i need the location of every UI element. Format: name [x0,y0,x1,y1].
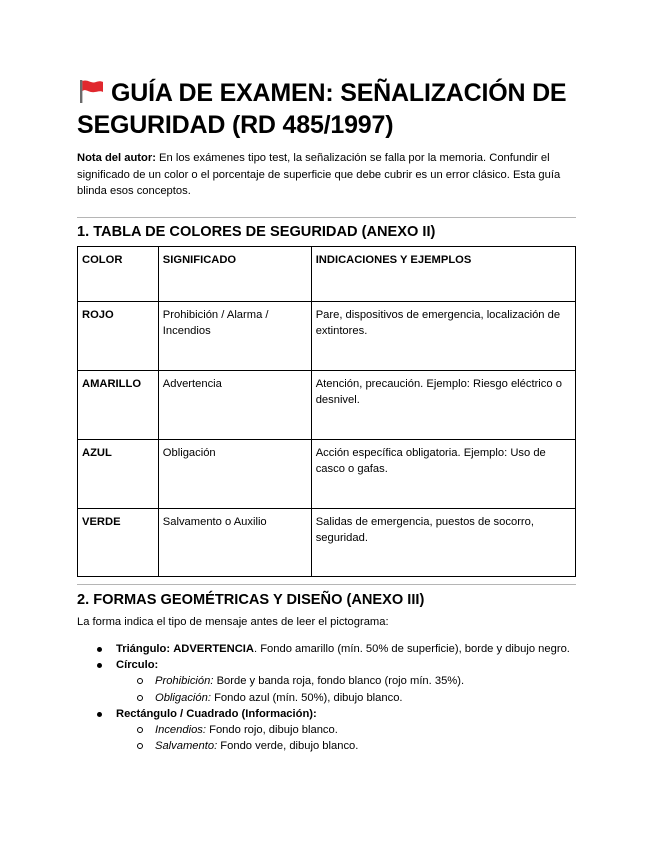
note-text: En los exámenes tipo test, la señalización se falla por la memoria. Confundir el significado de un color o el porcentaje de superficie que debe cubrir es un error clásico. Esta guía blinda esos conceptos. [77,152,561,197]
cell-meaning: Prohibición / Alarma / Incendios [158,302,311,371]
note-label: Nota del autor: [77,152,156,164]
header-examples: INDICACIONES Y EJEMPLOS [311,247,575,302]
sub-term: Incendios: [155,724,206,737]
safety-colors-table [77,246,576,577]
section-divider [77,584,576,585]
list-item [155,722,577,738]
header-meaning: SIGNIFICADO [158,247,311,302]
shapes-list [77,641,577,754]
cell-examples: Acción específica obligatoria. Ejemplo: Uso de casco o gafas. [311,440,575,509]
cell-meaning: Salvamento o Auxilio [158,509,311,577]
cell-color: ROJO [78,302,159,371]
sub-text: Fondo rojo, dibujo blanco. [206,724,338,737]
page-title [77,77,587,141]
cell-color: VERDE [78,509,159,577]
cell-color: AZUL [78,440,159,509]
section-1-heading: 1. TABLA DE COLORES DE SEGURIDAD (ANEXO II) [77,224,436,240]
triangle-emphasis: ADVERTENCIA [173,643,254,655]
cell-examples: Salidas de emergencia, puestos de socorro, seguridad. [311,509,575,577]
sub-text: Borde y banda roja, fondo blanco (rojo mín. 35%). [213,675,465,688]
sub-term: Salvamento: [155,740,218,753]
section-2-intro: La forma indica el tipo de mensaje antes de leer el pictograma: [77,616,389,628]
table-row [78,440,576,509]
list-item [155,690,577,706]
circle-label: Círculo: [116,659,159,672]
sub-text: Fondo azul (mín. 50%), dibujo blanco. [210,691,403,704]
cell-examples: Pare, dispositivos de emergencia, localización de extintores. [311,302,575,371]
table-header-row [78,247,576,302]
sub-term: Obligación: [155,691,211,704]
triangle-text: . Fondo amarillo (mín. 50% de superficie), borde y dibujo negro. [254,643,570,655]
cell-color: AMARILLO [78,371,159,440]
list-item-circle [116,657,577,706]
author-note [77,150,577,200]
header-color: COLOR [78,247,159,302]
title-text: GUÍA DE EXAMEN: SEÑALIZACIÓN DE SEGURIDAD (RD 485/1997) [77,79,567,139]
table-row [78,509,576,577]
sub-term: Prohibición: [155,675,214,688]
red-flag-icon [77,79,105,103]
list-item [155,738,577,754]
section-2-heading: 2. FORMAS GEOMÉTRICAS Y DISEÑO (ANEXO III) [77,592,425,608]
list-item-rectangle [116,706,577,755]
circle-sublist [116,673,577,705]
cell-examples: Atención, precaución. Ejemplo: Riesgo eléctrico o desnivel. [311,371,575,440]
sub-text: Fondo verde, dibujo blanco. [217,740,359,753]
rectangle-sublist [116,722,577,754]
list-item-triangle [116,641,577,657]
triangle-label: Triángulo: [116,643,171,655]
table-row [78,302,576,371]
table-row [78,371,576,440]
section-divider [77,217,576,218]
rectangle-label: Rectángulo / Cuadrado (Información): [116,707,317,720]
list-item [155,673,577,689]
cell-meaning: Obligación [158,440,311,509]
cell-meaning: Advertencia [158,371,311,440]
